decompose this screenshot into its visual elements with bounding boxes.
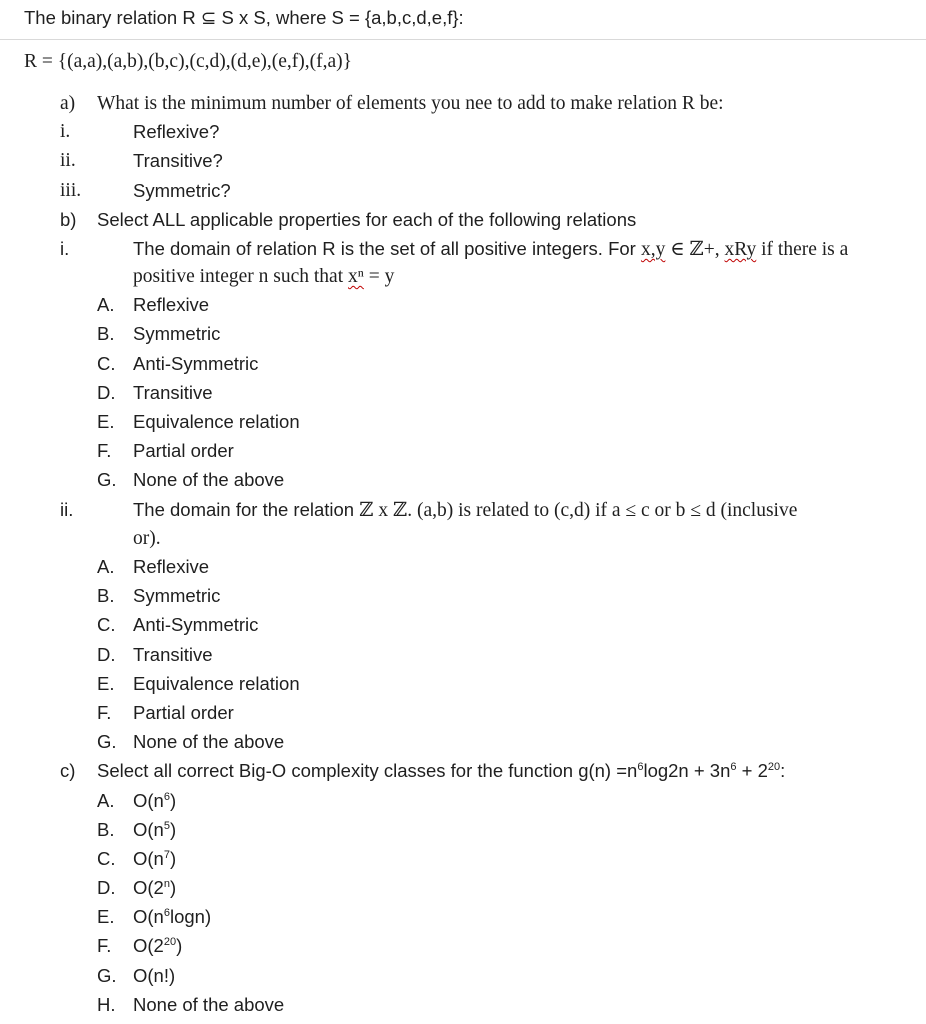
option-text: $O(2^{20})$ — [133, 935, 183, 956]
part-c-label: c) — [60, 760, 76, 781]
option-letter: B. — [97, 585, 115, 606]
part-b-sub-i-line2: positive integer n such that xⁿ = y — [133, 266, 395, 287]
part-b-sub-ii-line1: The domain for the relation ℤ x ℤ. (a,b) is related to (c,d) if a ≤ c or b ≤ d (inclusive — [133, 499, 798, 521]
option-text: $O(n^6)$ — [133, 790, 177, 811]
option-letter: E. — [97, 673, 115, 694]
option-letter: G. — [97, 965, 117, 986]
option-letter: B. — [97, 819, 115, 840]
part-b-sub-ii-num: ii. — [60, 499, 74, 520]
part-a-label: a) — [60, 93, 76, 114]
option-letter: D. — [97, 382, 116, 403]
option-text: $O(n^7)$ — [133, 848, 177, 869]
part-a-question: What is the minimum number of elements you nee to add to make relation R be: — [97, 93, 724, 114]
option-letter: D. — [97, 644, 116, 665]
divider — [0, 39, 926, 40]
relation-definition: The binary relation R ⊆ S x S, where S = {a,b,c,d,e,f}: — [24, 7, 464, 28]
option-text: Reflexive — [133, 556, 210, 577]
option-text: $O(n^6\log n)$ — [133, 906, 212, 927]
option-text: Equivalence relation — [133, 673, 300, 694]
option-letter: C. — [97, 848, 116, 869]
part-a-item-num: i. — [60, 121, 71, 142]
option-text: Transitive — [133, 644, 213, 665]
option-letter: A. — [97, 294, 115, 315]
option-text: Transitive — [133, 382, 213, 403]
option-letter: G. — [97, 731, 117, 752]
option-text: None of the above — [133, 469, 285, 490]
option-letter: H. — [97, 994, 116, 1015]
option-text: Partial order — [133, 440, 234, 461]
part-b-sub-i-num: i. — [60, 238, 70, 259]
option-letter: A. — [97, 790, 115, 811]
part-b-question: Select ALL applicable properties for each of the following relations — [97, 209, 637, 230]
relation-set: R = {(a,a),(a,b),(b,c),(c,d),(d,e),(e,f),(f,a)} — [24, 51, 352, 72]
part-a-item-symmetric: Symmetric? — [133, 180, 231, 201]
option-letter: F. — [97, 935, 112, 956]
option-letter: A. — [97, 556, 115, 577]
option-letter: E. — [97, 411, 115, 432]
part-b-label: b) — [60, 209, 77, 230]
option-text: O(2$^n$) — [133, 877, 177, 898]
option-text: $O(n^5)$ — [133, 819, 177, 840]
part-a-item-num: iii. — [60, 180, 82, 201]
option-text: Anti-Symmetric — [133, 614, 259, 635]
option-letter: F. — [97, 440, 112, 461]
option-text: Anti-Symmetric — [133, 353, 259, 374]
part-b-sub-i-line1: The domain of relation R is the set of all positive integers. For x,y ∈ ℤ+, xRy if there is a — [133, 238, 849, 260]
option-text: Reflexive — [133, 294, 210, 315]
option-text: Symmetric — [133, 323, 221, 344]
option-text: None of the above — [133, 731, 285, 752]
option-letter: F. — [97, 702, 112, 723]
option-letter: B. — [97, 323, 115, 344]
part-b-sub-ii-line2: or). — [133, 528, 161, 549]
option-text: Partial order — [133, 702, 234, 723]
part-a-item-reflexive: Reflexive? — [133, 121, 220, 142]
part-c-question: Select all correct Big-O complexity classes for the function $g(n) =n^6\log 2n + 3n^6 + 2^{20}$: — [97, 760, 786, 781]
option-letter: C. — [97, 353, 116, 374]
option-letter: D. — [97, 877, 116, 898]
option-text: O(n!) — [133, 965, 176, 986]
part-a-item-num: ii. — [60, 150, 76, 171]
option-letter: C. — [97, 614, 116, 635]
option-text: Symmetric — [133, 585, 221, 606]
option-letter: G. — [97, 469, 117, 490]
option-letter: E. — [97, 906, 115, 927]
option-text: Equivalence relation — [133, 411, 300, 432]
part-a-item-transitive: Transitive? — [133, 150, 223, 171]
option-text: None of the above — [133, 994, 285, 1015]
